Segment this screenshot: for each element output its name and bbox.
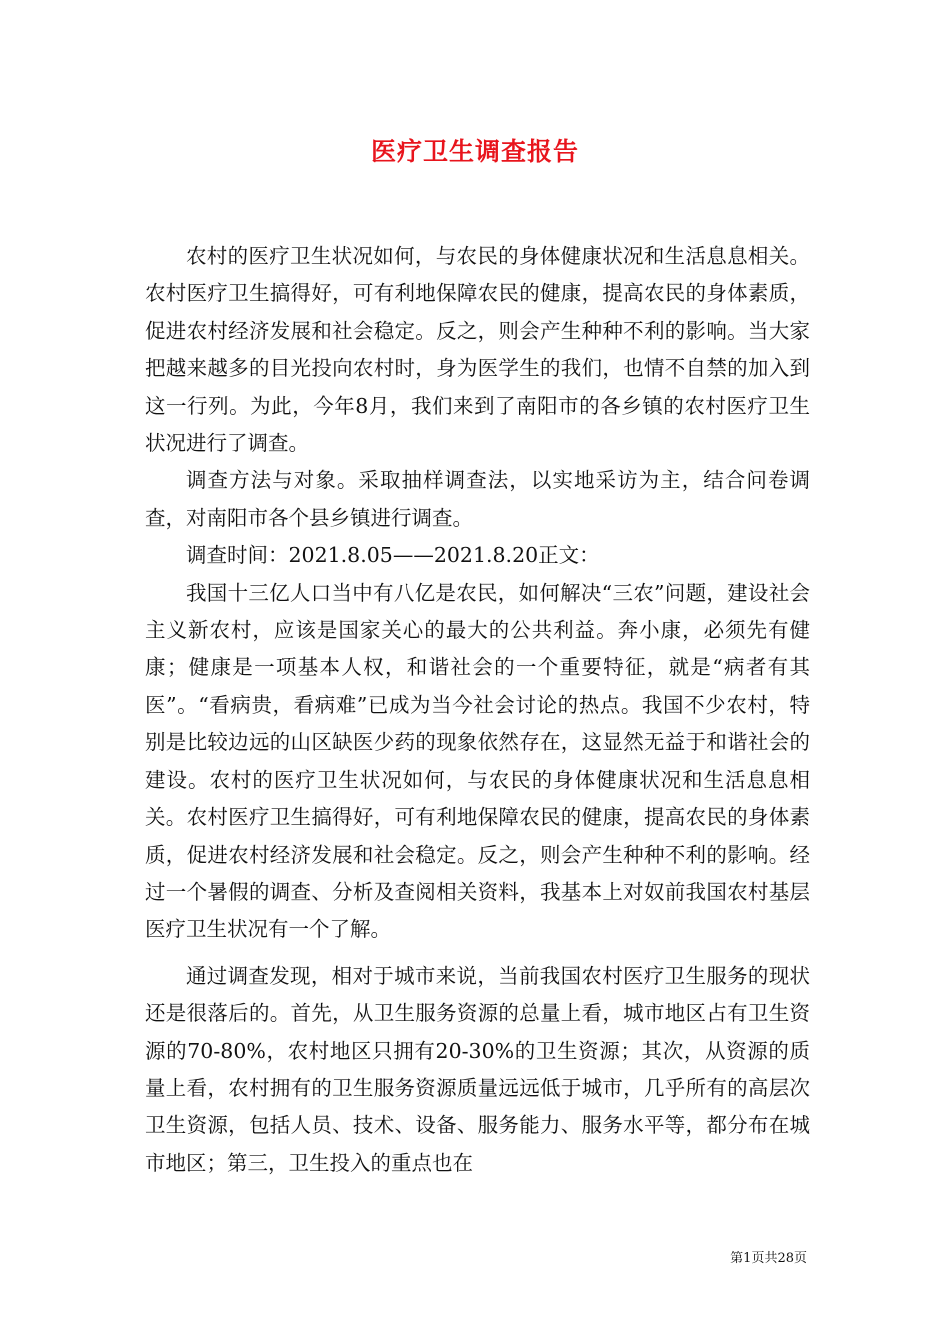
paragraph-findings: 通过调查发现，相对于城市来说，当前我国农村医疗卫生服务的现状还是很落后的。首先，从卫生服务资源的总量上看，城市地区占有卫生资源的70-80%，农村地区只拥有20-30%的卫生资源；其次，从资源的质量上看，农村拥有的卫生服务资源质量远远低于城市，几乎所有的高层次卫生资源，包括人员、技术、设备、服务能力、服务水平等，都分布在城市地区；第三，卫生投入的重点也在 [145,963,810,1175]
paragraph-time: 调查时间：2021.8.05——2021.8.20正文： [186,543,600,568]
paragraph-method: 调查方法与对象。采取抽样调查法，以实地采访为主，结合问卷调查，对南阳市各个县乡镇进行调查。 [145,468,810,530]
document-body [145,238,810,1182]
document-title: 医疗卫生调查报告 [370,137,579,166]
paragraph-intro: 农村的医疗卫生状况如何，与农民的身体健康状况和生活息息相关。农村医疗卫生搞得好，可有利地保障农民的健康，提高农民的身体素质，促进农村经济发展和社会稳定。反之，则会产生种种不利的影响。当大家把越来越多的目光投向农村时，身为医学生的我们，也情不自禁的加入到这一行列。为此，今年8月，我们来到了南阳市的各乡镇的农村医疗卫生状况进行了调查。 [145,244,810,456]
paragraph-background: 我国十三亿人口当中有八亿是农民，如何解决“三农”问题，建设社会主义新农村，应该是国家关心的最大的公共利益。奔小康，必须先有健康；健康是一项基本人权，和谐社会的一个重要特征，就是“病者有其医”。“看病贵，看病难”已成为当今社会讨论的热点。我国不少农村，特别是比较边远的山区缺医少药的现象依然存在，这显然无益于和谐社会的建设。农村的医疗卫生状况如何，与农民的身体健康状况和生活息息相关。农村医疗卫生搞得好，可有利地保障农民的健康，提高农民的身体素质，促进农村经济发展和社会稳定。反之，则会产生种种不利的影响。经过一个暑假的调查、分析及查阅相关资料，我基本上对奴前我国农村基层医疗卫生状况有一个了解。 [145,580,810,942]
page-number: 第1页共28页 [730,1251,807,1266]
